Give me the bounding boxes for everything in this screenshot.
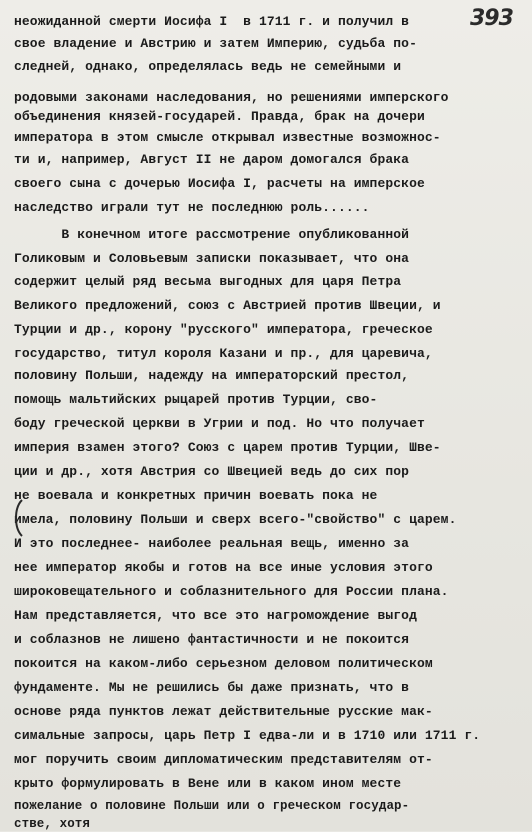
text-line: наследство играли тут не последнюю роль...... (14, 200, 370, 215)
text-line: крыто формулировать в Вене или в каком ином месте (14, 776, 402, 791)
text-line: помощь мальтийских рыцарей против Турции, сво- (14, 392, 378, 407)
text-line: боду греческой церкви в Угрии и под. Но что получает (14, 416, 425, 431)
text-line: основе ряда пунктов лежат действительные русские мак- (14, 704, 433, 719)
text-line: половину Польши, надежду на императорский престол, (14, 368, 410, 383)
text-line: государство, титул короля Казани и пр., для царевича, (14, 346, 433, 361)
text-line: императора в этом смысле открывал известные возможнос- (14, 130, 441, 145)
text-line: мог поручить своим дипломатическим представителям от- (14, 752, 433, 767)
text-line: Голиковым и Соловьевым записки показывает, что она (14, 251, 410, 266)
text-line: объединения князей-государей. Правда, брак на дочери (14, 109, 425, 124)
text-line: ти и, например, Август II не даром домогался брака (14, 152, 410, 167)
text-line: Великого предложений, союз с Австрией против Швеции, и (14, 298, 441, 313)
text-line: покоится на каком-либо серьезном деловом политическом (14, 656, 433, 671)
text-line: И это последнее- наиболее реальная вещь, именно за (14, 536, 410, 551)
text-line: ции и др., хотя Австрия со Швецией ведь до сих пор (14, 464, 410, 479)
text-line: своего сына с дочерью Иосифа I, расчеты на имперское (14, 176, 425, 191)
text-line: не воевала и конкретных причин воевать пока не (14, 488, 378, 503)
margin-bracket-mark (10, 498, 26, 538)
text-line: нее император якобы и готов на все иные условия этого (14, 560, 433, 575)
text-line: содержит целый ряд весьма выгодных для царя Петра (14, 274, 402, 289)
text-line: неожиданной смерти Иосифа I в 1711 г. и получил в (14, 14, 410, 29)
text-line: империя взамен этого? Союз с царем против Турции, Шве- (14, 440, 441, 455)
text-line: пожелание о половине Польши или о греческом государ- (14, 799, 410, 813)
text-line: родовыми законами наследования, но решениями имперского (14, 90, 449, 105)
text-line: стве, хотя (14, 817, 91, 831)
text-line: следней, однако, определялась ведь не семейными и (14, 59, 402, 74)
text-line: симальные запросы, царь Петр I едва-ли и в 1710 или 1711 г. (14, 728, 481, 743)
page-number: 393 (470, 6, 513, 31)
text-line: свое владение и Австрию и затем Империю, судьба по- (14, 36, 417, 51)
text-line: фундаменте. Мы не решились бы даже признать, что в (14, 680, 410, 695)
text-line: В конечном итоге рассмотрение опубликованной (14, 227, 410, 242)
text-line: широковещательного и соблазнительного для России плана. (14, 584, 449, 599)
text-line: имела, половину Польши и сверх всего-"свойство" с царем. (14, 512, 457, 527)
text-line: и соблазнов не лишено фантастичности и не покоится (14, 632, 410, 647)
text-line: Нам представляется, что все это нагромождение выгод (14, 608, 417, 623)
text-line: Турции и др., корону "русского" императора, греческое (14, 322, 433, 337)
